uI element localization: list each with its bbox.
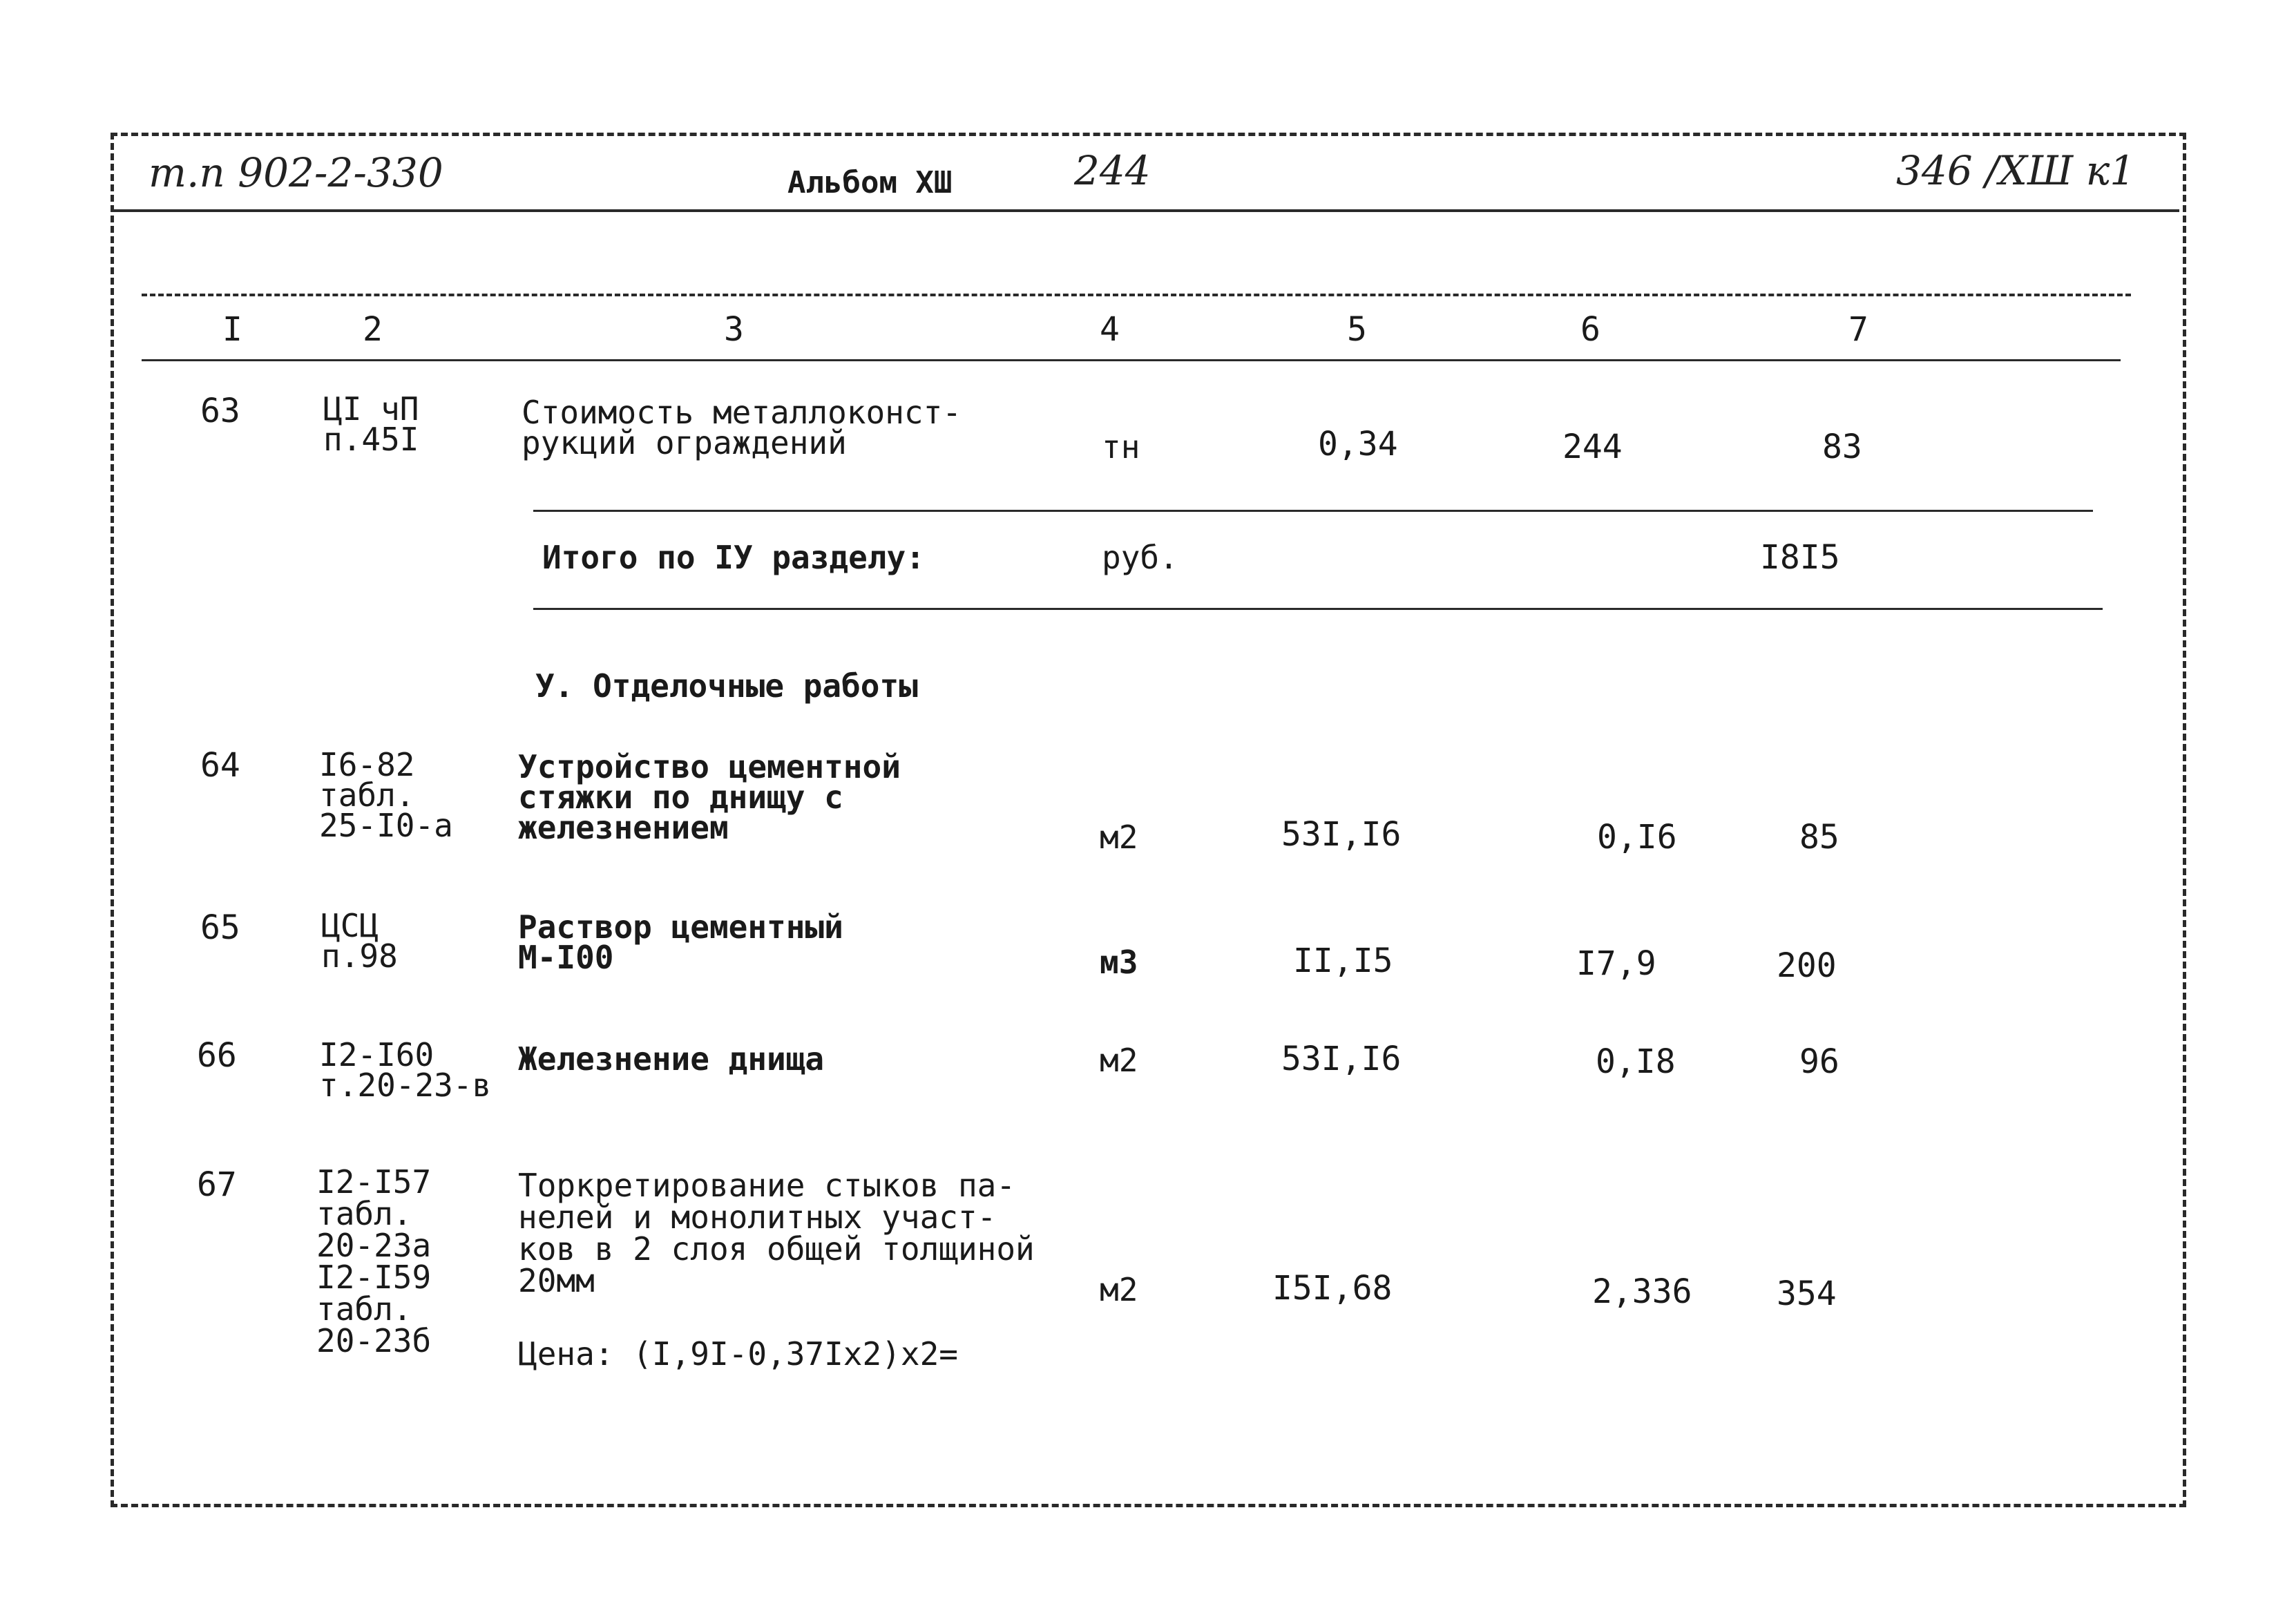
row-66-ref: I2-I60 т.20-23-в: [319, 1036, 492, 1104]
page-number: 244: [1074, 147, 1151, 194]
row-63-total: 83: [1822, 428, 1862, 466]
subtotal-label: Итого по IУ разделу:: [542, 539, 925, 576]
row-66-no: 66: [197, 1036, 237, 1075]
row-67-unit: м2: [1100, 1271, 1138, 1308]
row-67-total: 354: [1777, 1274, 1837, 1313]
row-65-total: 200: [1777, 946, 1837, 985]
row-63-price: 244: [1562, 428, 1623, 466]
col-header-1: I: [222, 310, 242, 349]
header-divider: [114, 209, 2179, 212]
subtotal-bottom-rule: [533, 608, 2103, 610]
col-header-6: 6: [1580, 310, 1600, 349]
table-header-rule: [142, 359, 2121, 361]
row-66-price: 0,I8: [1596, 1042, 1676, 1081]
row-66-total: 96: [1799, 1042, 1839, 1081]
row-67-price: 2,336: [1592, 1272, 1692, 1311]
subtotal-top-rule: [533, 510, 2093, 512]
row-67-price-note: Цена: (I,9I-0,37Iх2)х2=: [518, 1335, 958, 1373]
table-top-rule: [142, 294, 2131, 296]
row-65-no: 65: [200, 908, 240, 947]
row-66-desc: Железнение днища: [518, 1040, 825, 1078]
row-64-unit: м2: [1100, 819, 1138, 856]
col-header-4: 4: [1100, 310, 1120, 349]
row-67-ref: I2-I57 табл. 20-23а I2-I59 табл. 20-23б: [316, 1163, 432, 1359]
subtotal-unit: руб.: [1102, 539, 1178, 576]
row-65-unit: м3: [1100, 944, 1138, 981]
row-67-no: 67: [197, 1165, 237, 1204]
doc-code: т.п 902-2-330: [149, 149, 443, 196]
row-65-desc: Раствор цементный М-I00: [518, 908, 843, 976]
row-64-desc: Устройство цементной стяжки по днищу с железнением: [518, 748, 901, 846]
row-63-no: 63: [200, 392, 240, 430]
col-header-7: 7: [1848, 310, 1868, 349]
row-64-price: 0,I6: [1597, 818, 1677, 857]
row-65-ref: ЦСЦ п.98: [321, 907, 398, 975]
row-67-qty: I5I,68: [1272, 1269, 1393, 1308]
row-65-qty: II,I5: [1293, 942, 1393, 980]
col-header-3: 3: [724, 310, 744, 349]
album-label: Альбом ХШ: [787, 165, 953, 200]
subtotal-total: I8I5: [1760, 538, 1840, 577]
sheet-number: 346 /ХШ к1: [1896, 147, 2136, 194]
row-67-desc: Торкретирование стыков па- нелей и монолитных участ- ков в 2 слоя общей толщиной 20мм: [518, 1167, 1035, 1299]
row-64-no: 64: [200, 746, 240, 785]
row-63-desc: Стоимость металлоконст- рукций ограждений: [522, 394, 962, 461]
row-64-ref: I6-82 табл. 25-I0-а: [319, 746, 453, 844]
row-65-price: I7,9: [1576, 944, 1656, 983]
section-title: У. Отделочные работы: [535, 667, 918, 705]
col-header-5: 5: [1347, 310, 1367, 349]
row-63-ref: ЦI чП п.45I: [323, 390, 419, 458]
row-66-unit: м2: [1100, 1042, 1138, 1079]
col-header-2: 2: [363, 310, 383, 349]
row-66-qty: 53I,I6: [1281, 1040, 1402, 1078]
row-63-unit: тн: [1102, 428, 1140, 466]
row-63-qty: 0,34: [1318, 425, 1398, 464]
row-64-total: 85: [1799, 818, 1839, 857]
row-64-qty: 53I,I6: [1281, 815, 1402, 854]
